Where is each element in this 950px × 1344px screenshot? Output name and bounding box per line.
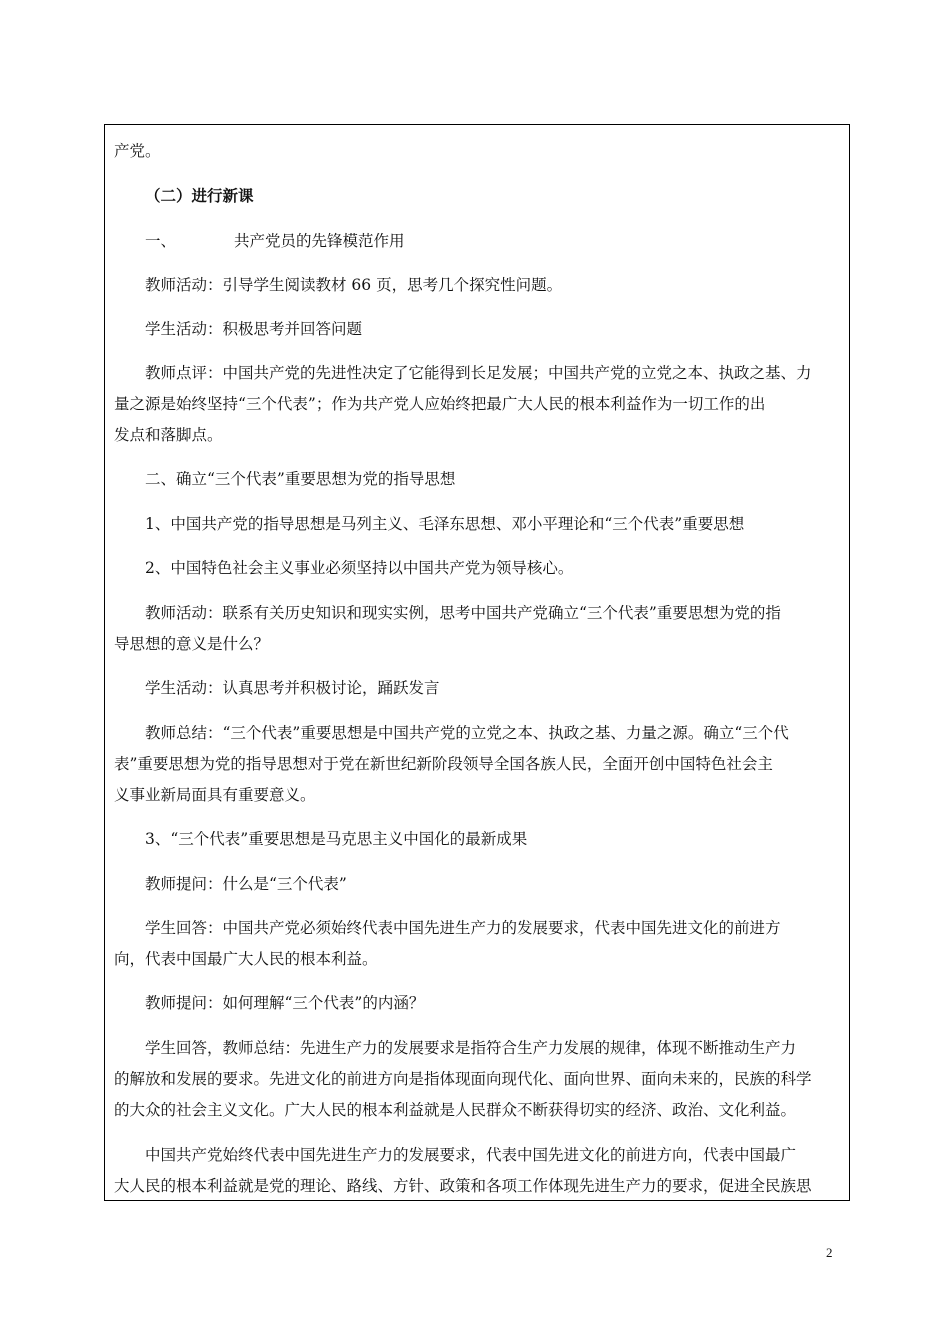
subheading-1	[114, 229, 841, 253]
text-line: 学生回答：中国共产党必须始终代表中国先进生产力的发展要求，代表中国先进文化的前进方	[145, 919, 781, 937]
text-line: 中国共产党始终代表中国先进生产力的发展要求，代表中国先进文化的前进方向，代表中国最广	[145, 1146, 797, 1164]
subheading-2: 二、确立“三个代表”重要思想为党的指导思想	[145, 470, 456, 488]
text-line: 1、中国共产党的指导思想是马列主义、毛泽东思想、邓小平理论和“三个代表”重要思想	[145, 515, 745, 533]
text-line: 教师活动：联系有关历史知识和现实实例，思考中国共产党确立“三个代表”重要思想为党的指	[145, 604, 781, 622]
text-line: 导思想的意义是什么？	[114, 635, 270, 653]
text-line: 学生回答，教师总结：先进生产力的发展要求是指符合生产力发展的规律，体现不断推动生产力	[145, 1039, 797, 1057]
list-marker: 一、	[145, 232, 177, 250]
text-line: 3、“三个代表”重要思想是马克思主义中国化的最新成果	[145, 830, 528, 848]
text-line: 表”重要思想为党的指导思想对于党在新世纪新阶段领导全国各族人民，全面开创中国特色社会主	[114, 755, 773, 773]
text-line: 教师提问：如何理解“三个代表”的内涵？	[145, 994, 425, 1012]
text-line: 学生活动：积极思考并回答问题	[145, 320, 363, 338]
text-line: 义事业新局面具有重要意义。	[114, 786, 316, 804]
text-line: 学生活动：认真思考并积极讨论，踊跃发言	[145, 679, 440, 697]
text-line: 教师活动：引导学生阅读教材 66 页，思考几个探究性问题。	[145, 276, 563, 294]
text-line: 的解放和发展的要求。先进文化的前进方向是指体现面向现代化、面向世界、面向未来的，民族的科学	[114, 1070, 812, 1088]
text-line: 发点和落脚点。	[114, 426, 223, 444]
text-line: 2、中国特色社会主义事业必须坚持以中国共产党为领导核心。	[145, 559, 574, 577]
text-line: 教师总结：“三个代表”重要思想是中国共产党的立党之本、执政之基、力量之源。确立“三个代	[145, 724, 789, 742]
text-line: 量之源是始终坚持“三个代表”；作为共产党人应始终把最广大人民的根本利益作为一切工作的出	[114, 395, 766, 413]
page-number: 2	[826, 1245, 833, 1260]
subheading-text: 共产党员的先锋模范作用	[234, 232, 405, 250]
text-line: 大人民的根本利益就是党的理论、路线、方针、政策和各项工作体现先进生产力的要求，促进全民族思	[114, 1177, 812, 1195]
text-line: 教师点评：中国共产党的先进性决定了它能得到长足发展；中国共产党的立党之本、执政之基、力	[145, 364, 812, 382]
text-line: 向，代表中国最广大人民的根本利益。	[114, 950, 378, 968]
text-line: 产党。	[114, 142, 161, 160]
text-line: 教师提问：什么是“三个代表”	[145, 875, 347, 893]
content-table-cell	[104, 124, 850, 1201]
section-heading: （二）进行新课	[145, 186, 254, 205]
text-line: 的大众的社会主义文化。广大人民的根本利益就是人民群众不断获得切实的经济、政治、文化利益。	[114, 1101, 797, 1119]
